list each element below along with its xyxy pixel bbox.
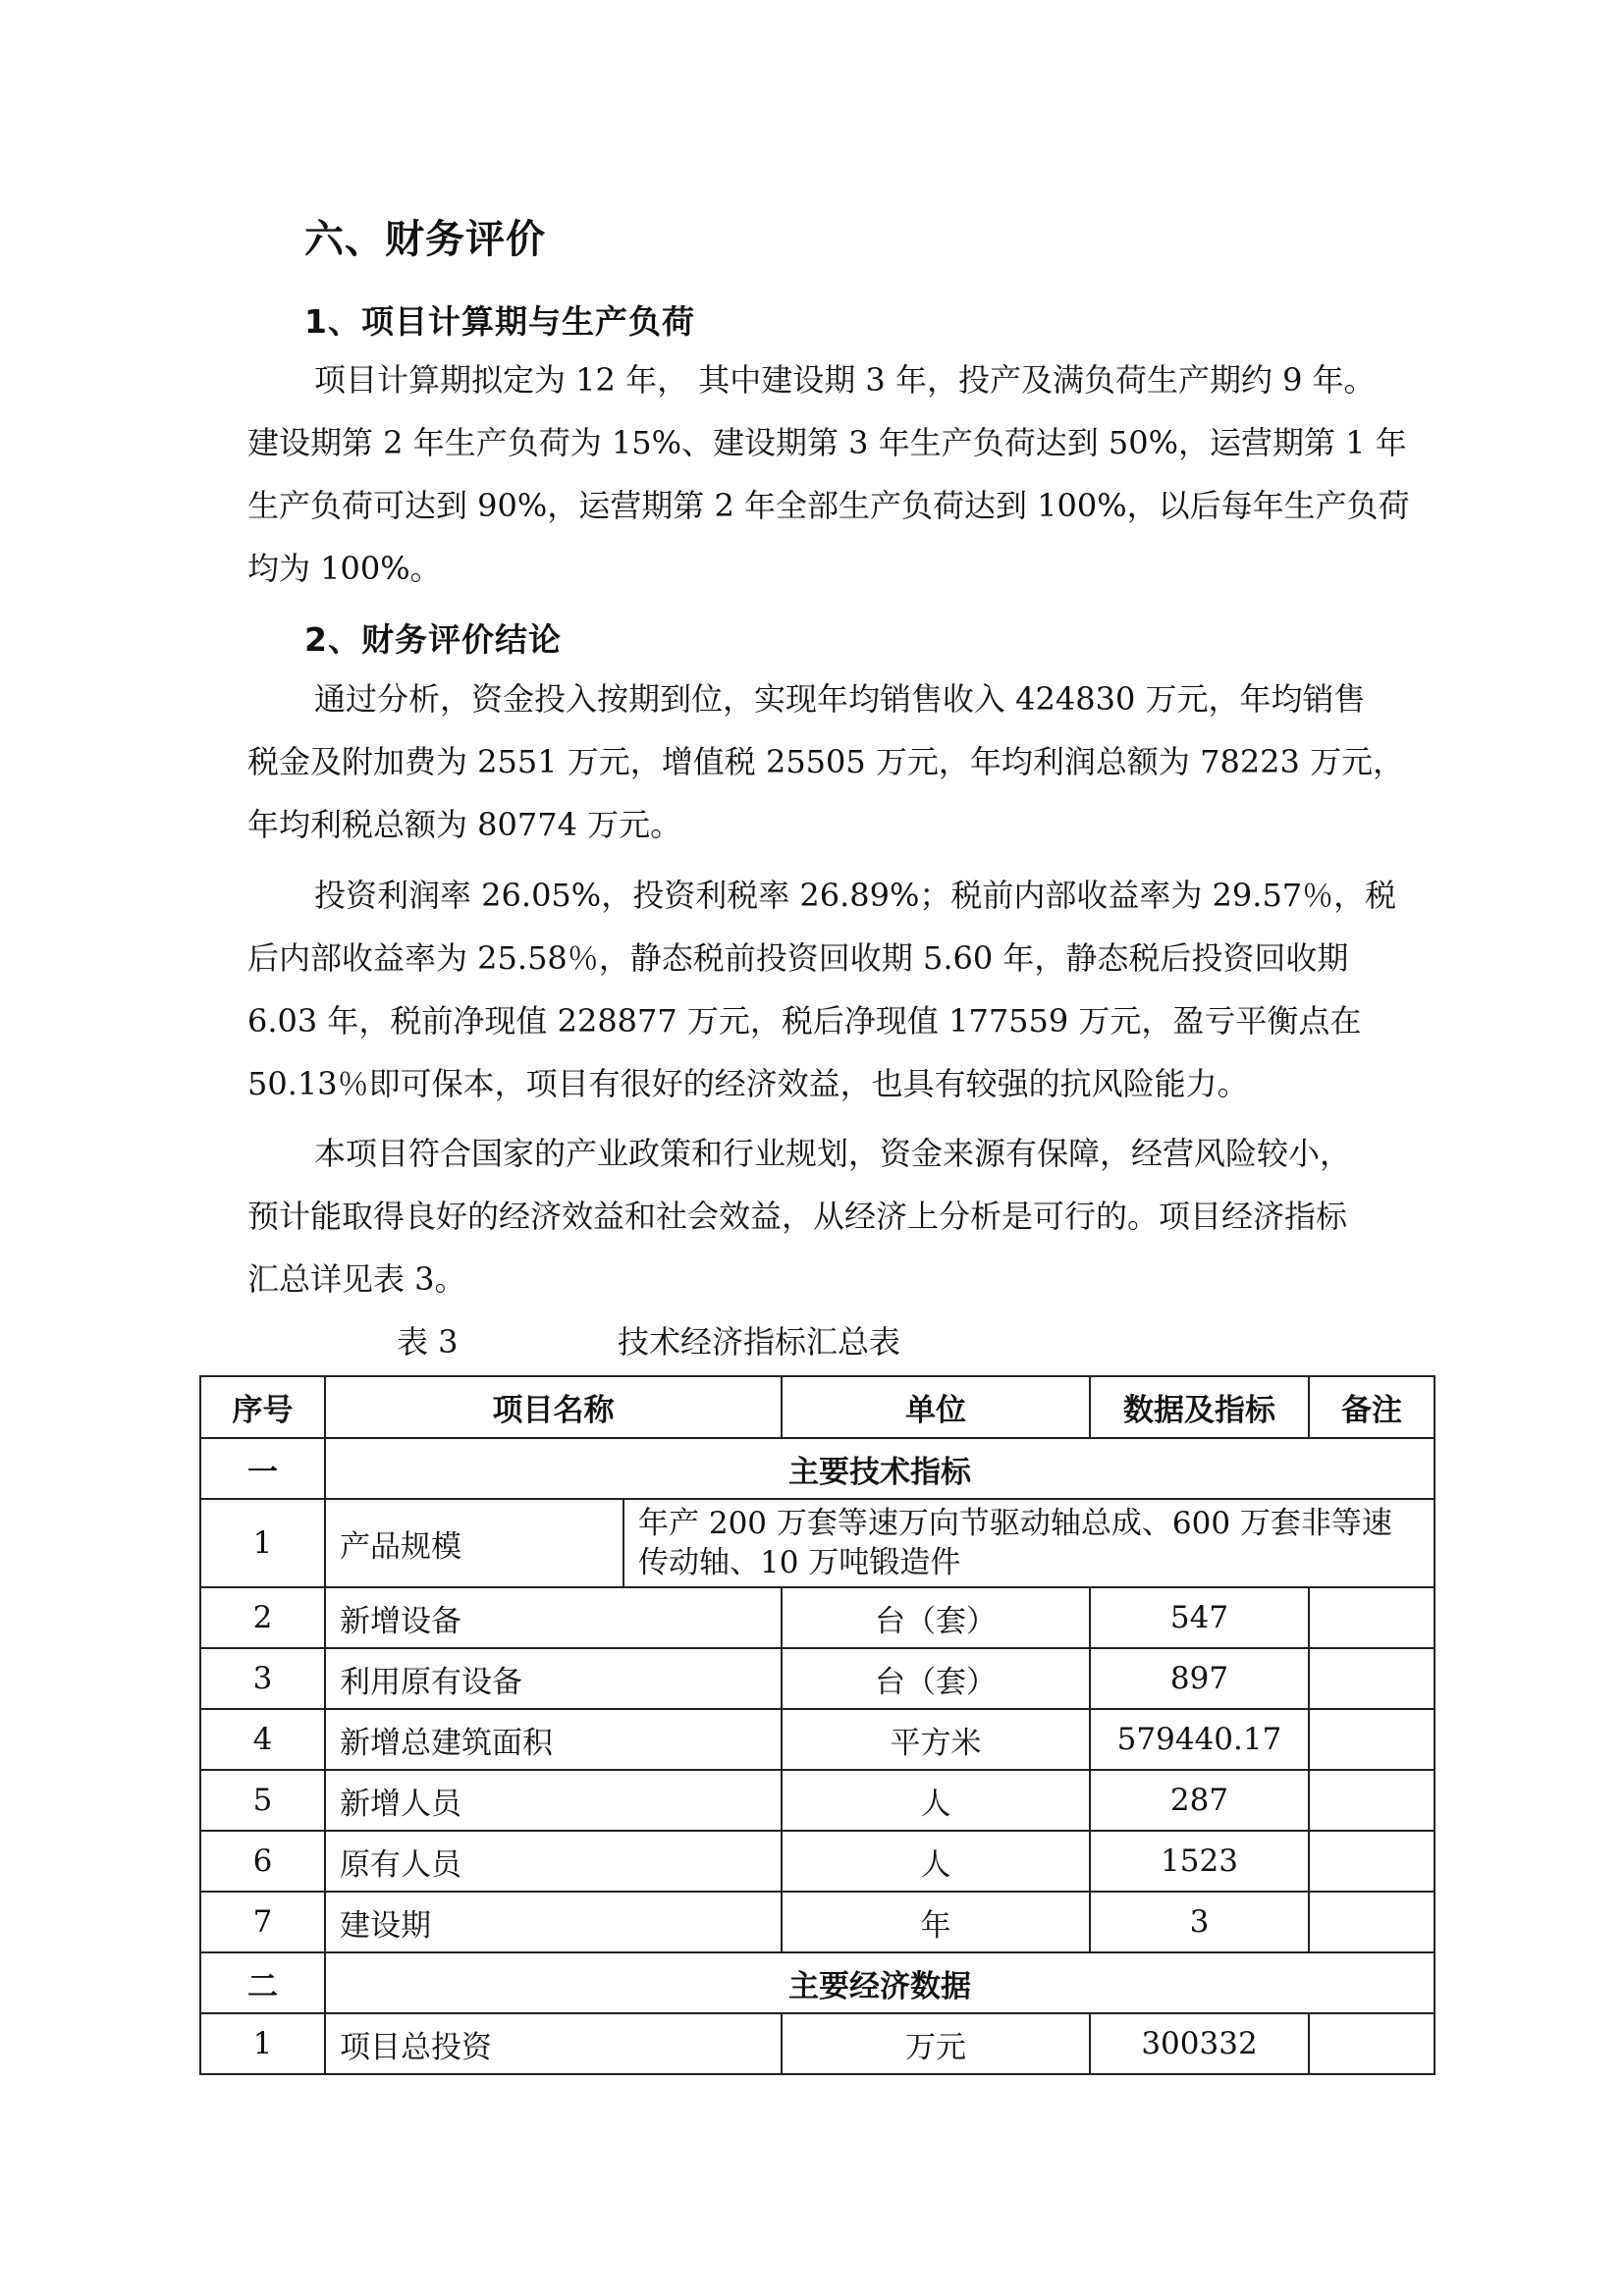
row-value: 1523 — [1090, 1831, 1309, 1892]
section-seq: 二 — [200, 1952, 325, 2013]
row-note — [1309, 1831, 1435, 1892]
table-row — [200, 1499, 1435, 1587]
row-unit: 台（套） — [782, 1587, 1090, 1648]
section-heading: 六、财务评价 — [304, 217, 546, 262]
table-caption — [397, 1317, 900, 1362]
paragraph-indicators — [247, 864, 1397, 1115]
header-unit: 单位 — [782, 1376, 1090, 1438]
table-row — [200, 1770, 1435, 1831]
paragraph-analysis — [247, 667, 1405, 856]
paragraph-line: 项目计算期拟定为 12 年， 其中建设期 3 年，投产及满负荷生产期约 9 年。 — [314, 361, 1376, 399]
paragraph-line: 投资利润率 26.05%，投资利税率 26.89%；税前内部收益率为 29.57％，税 — [314, 877, 1397, 914]
table-caption-number: 表 3 — [397, 1323, 459, 1361]
description-line: 年产 200 万套等速万向节驱动轴总成、600 万套非等速 — [638, 1506, 1392, 1541]
row-seq: 5 — [200, 1770, 325, 1831]
row-description — [623, 1499, 1435, 1587]
row-value: 3 — [1090, 1892, 1309, 1952]
indicator-summary-table — [199, 1375, 1435, 2075]
paragraph-line: 50.13％即可保本，项目有很好的经济效益，也具有较强的抗风险能力。 — [247, 1065, 1249, 1102]
row-note — [1309, 2013, 1435, 2074]
table-header-row — [200, 1376, 1435, 1438]
table-row — [200, 1587, 1435, 1648]
table-row — [200, 1831, 1435, 1892]
paragraph-production-load — [247, 348, 1410, 600]
section-seq: 一 — [200, 1438, 325, 1499]
table-row — [200, 1648, 1435, 1709]
paragraph-line: 年均利税总额为 80774 万元。 — [247, 806, 682, 843]
row-unit: 年 — [782, 1892, 1090, 1952]
row-unit: 台（套） — [782, 1648, 1090, 1709]
paragraph-line: 均为 100%。 — [247, 550, 442, 587]
row-seq: 1 — [200, 2013, 325, 2074]
paragraph-line: 预计能取得良好的经济效益和社会效益，从经济上分析是可行的。项目经济指标 — [247, 1198, 1348, 1235]
row-name: 建设期 — [325, 1892, 782, 1952]
table-row — [200, 2013, 1435, 2074]
paragraph-line: 本项目符合国家的产业政策和行业规划，资金来源有保障，经营风险较小， — [314, 1135, 1352, 1172]
row-value: 579440.17 — [1090, 1709, 1309, 1770]
row-value: 897 — [1090, 1648, 1309, 1709]
header-value: 数据及指标 — [1090, 1376, 1309, 1438]
header-name: 项目名称 — [325, 1376, 782, 1438]
header-seq: 序号 — [200, 1376, 325, 1438]
row-value: 287 — [1090, 1770, 1309, 1831]
row-name: 项目总投资 — [325, 2013, 782, 2074]
table-section-row — [200, 1438, 1435, 1499]
row-name: 原有人员 — [325, 1831, 782, 1892]
paragraph-line: 6.03 年，税前净现值 228877 万元，税后净现值 177559 万元，盈亏平衡点在 — [247, 1002, 1362, 1040]
table-caption-title: 技术经济指标汇总表 — [618, 1323, 901, 1361]
description-line: 传动轴、10 万吨锻造件 — [638, 1545, 961, 1580]
table-row — [200, 1709, 1435, 1770]
section-title: 主要经济数据 — [325, 1952, 1435, 2013]
header-note: 备注 — [1309, 1376, 1435, 1438]
row-unit: 人 — [782, 1770, 1090, 1831]
row-note — [1309, 1587, 1435, 1648]
paragraph-line: 通过分析，资金投入按期到位，实现年均销售收入 424830 万元，年均销售 — [314, 680, 1366, 718]
row-value: 547 — [1090, 1587, 1309, 1648]
paragraph-line: 汇总详见表 3。 — [247, 1260, 466, 1298]
paragraph-line: 后内部收益率为 25.58％，静态税前投资回收期 5.60 年，静态税后投资回收期 — [247, 939, 1349, 977]
row-seq: 3 — [200, 1648, 325, 1709]
row-name: 产品规模 — [325, 1499, 623, 1587]
row-note — [1309, 1709, 1435, 1770]
row-seq: 1 — [200, 1499, 325, 1587]
row-note — [1309, 1648, 1435, 1709]
row-unit: 万元 — [782, 2013, 1090, 2074]
table-row — [200, 1892, 1435, 1952]
paragraph-line: 生产负荷可达到 90%，运营期第 2 年全部生产负荷达到 100%，以后每年生产负荷 — [247, 487, 1410, 524]
subsection-title-1: 1、项目计算期与生产负荷 — [304, 302, 695, 341]
row-value: 300332 — [1090, 2013, 1309, 2074]
row-seq: 6 — [200, 1831, 325, 1892]
section-title: 主要技术指标 — [325, 1438, 1435, 1499]
row-seq: 7 — [200, 1892, 325, 1952]
row-note — [1309, 1770, 1435, 1831]
row-unit: 人 — [782, 1831, 1090, 1892]
paragraph-line: 建设期第 2 年生产负荷为 15%、建设期第 3 年生产负荷达到 50%，运营期第 1 年 — [247, 424, 1407, 461]
subsection-title-2: 2、财务评价结论 — [304, 620, 562, 659]
row-name: 新增人员 — [325, 1770, 782, 1831]
paragraph-conclusion — [247, 1122, 1386, 1310]
paragraph-line: 税金及附加费为 2551 万元，增值税 25505 万元，年均利润总额为 78223 万元， — [247, 743, 1405, 780]
row-name: 新增设备 — [325, 1587, 782, 1648]
row-seq: 2 — [200, 1587, 325, 1648]
table-section-row — [200, 1952, 1435, 2013]
row-seq: 4 — [200, 1709, 325, 1770]
row-name: 新增总建筑面积 — [325, 1709, 782, 1770]
row-note — [1309, 1892, 1435, 1952]
row-name: 利用原有设备 — [325, 1648, 782, 1709]
row-unit: 平方米 — [782, 1709, 1090, 1770]
